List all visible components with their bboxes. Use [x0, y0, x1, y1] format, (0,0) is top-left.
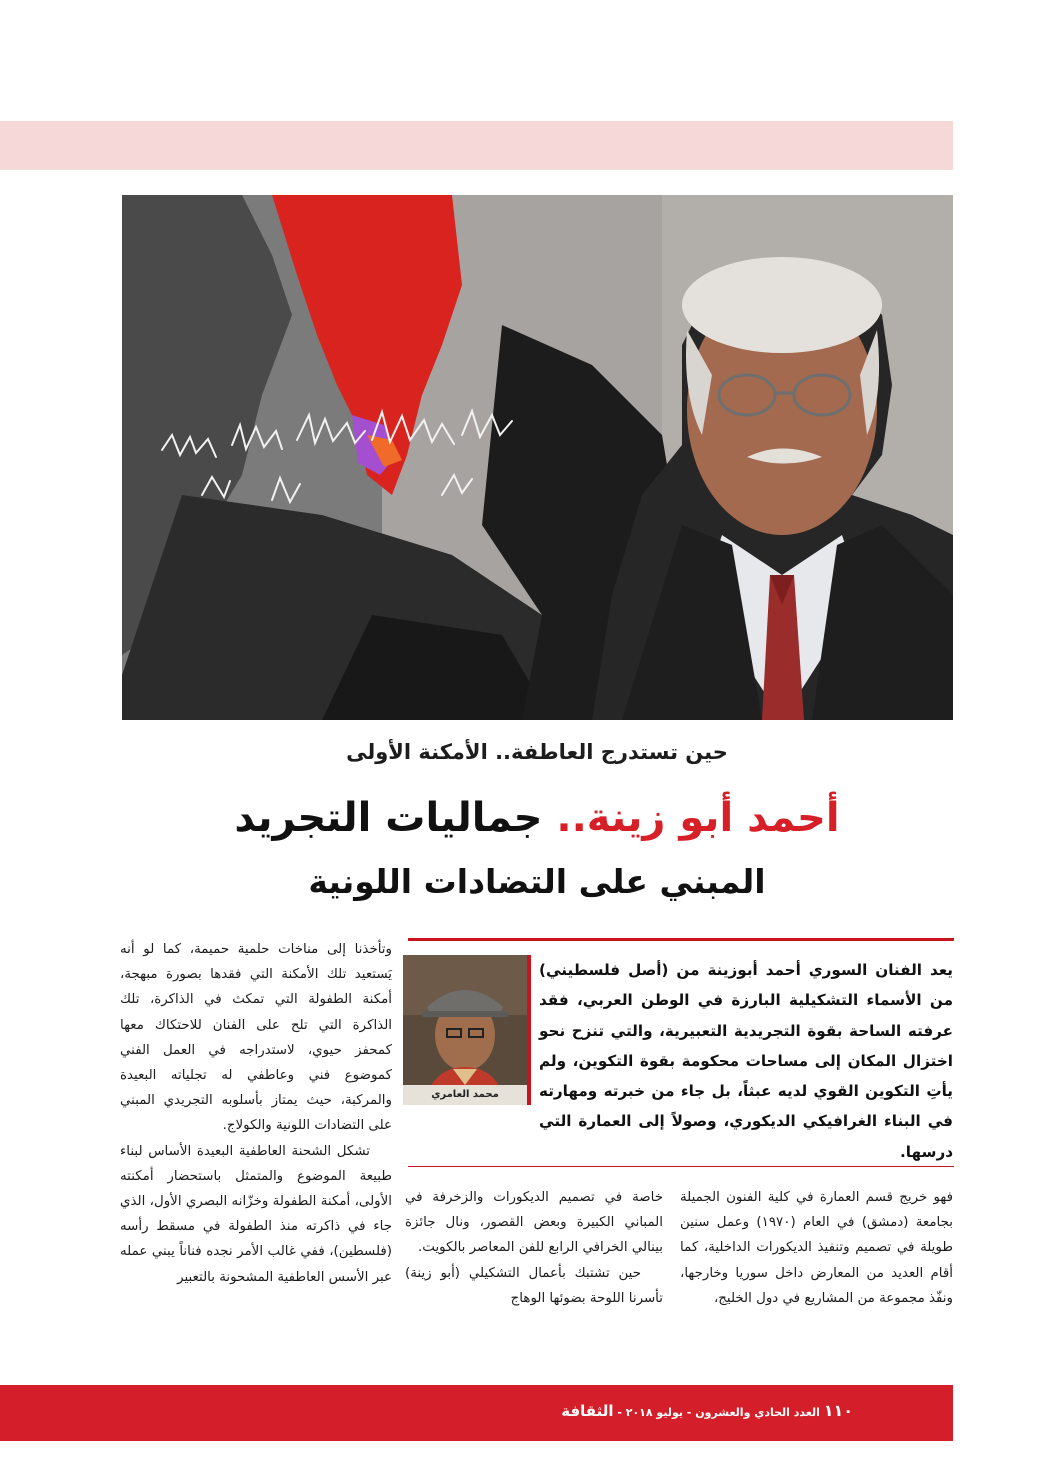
column-middle	[405, 1185, 663, 1311]
paragraph: فهو خريج قسم العمارة في كلية الفنون الجميلة بجامعة (دمشق) في العام (١٩٧٠) وعمل سنين طويلة في تصميم وتنفيذ الديكورات الداخلية، كما أقام العديد من المعارض داخل سوريا وخارجها، ونفّذ مجموعة من المشاريع في دول الخليج،	[680, 1190, 953, 1306]
footer-info	[561, 1401, 853, 1420]
paragraph: وتأخذنا إلى مناخات حلمية حميمة، كما لو أنه يَستعيد تلك الأمكنة التي فقدها بصورة مبهجة، أمكنة الطفولة التي تمكث في الذاكرة، تلك الذاكرة التي تلح على الفنان للاحتكاك معها كمحفز حيوي، لاستدراجه في العمل الفني كموضوع فني وعاطفي له تجلياته البعيدة والمركبة، حيث يمتاز بأسلوبه التجريدي المبني على التضادات اللونية والكولاج.	[120, 942, 392, 1134]
author-caption: محمد العامري	[403, 1085, 527, 1105]
column-right	[680, 1185, 953, 1311]
lead-top-rule	[408, 938, 954, 941]
page-number: ١١٠	[823, 1401, 853, 1420]
author-photo-box	[403, 955, 527, 1105]
article-subtitle: المبني على التضادات اللونية	[308, 862, 766, 901]
issue-info: العدد الحادي والعشرون - يوليو ٢٠١٨ -	[617, 1406, 820, 1419]
lead-text: يعد الفنان السوري أحمد أبوزينة من (أصل فلسطيني) من الأسماء التشكيلية البارزة في الوطن العربي، فقد عرفته الساحة بقوة التجريدية التعبيرية، والتي تنزح نحو اختزال المكان إلى مساحات محكومة بقوة التكوين، ولم يأتِ التكوين القوي لديه عبثاً، بل جاء من خبرته ومهارته في البناء الغرافيكي الديكوري، وصولاً إلى العمارة التي درسها.	[539, 961, 953, 1161]
author-photo	[403, 955, 527, 1105]
artist-portrait-image	[122, 195, 953, 720]
author-portrait-image	[403, 955, 527, 1105]
hero-photo	[122, 195, 953, 720]
page-footer	[0, 1385, 953, 1441]
header-band	[0, 121, 953, 170]
lead-paragraph-block	[403, 955, 953, 1167]
article-title	[120, 790, 954, 846]
paragraph: تشكل الشحنة العاطفية البعيدة الأساس لبناء طبيعة الموضوع والمتمثل باستحضار أمكنته الأولى، أمكنة الطفولة وخزّانه البصري الأول، الذي جاء في ذاكرته منذ الطفولة في مسقط رأسه (فلسطين)، ففي غالب الأمر نجده فناناً يبني عمله عبر الأسس العاطفية المشحونة بالتعبير	[120, 1143, 392, 1285]
article-kicker: حين تستدرج العاطفة.. الأمكنة الأولى	[346, 740, 728, 764]
column-left	[120, 937, 392, 1290]
photo-accent-bar	[527, 955, 531, 1105]
magazine-logo: الثقافة	[561, 1402, 614, 1420]
title-name: أحمد أبو زينة..	[556, 795, 840, 841]
title-topic: جماليات التجريد	[234, 795, 543, 841]
paragraph: خاصة في تصميم الديكورات والزخرفة في المباني الكبيرة وبعض القصور، ونال جائزة بينالي الخرافي الرابع للفن المعاصر بالكويت.	[405, 1190, 663, 1256]
paragraph: حين تشتبك بأعمال التشكيلي (أبو زينة) تأسرنا اللوحة بضوئها الوهاج	[405, 1265, 663, 1306]
